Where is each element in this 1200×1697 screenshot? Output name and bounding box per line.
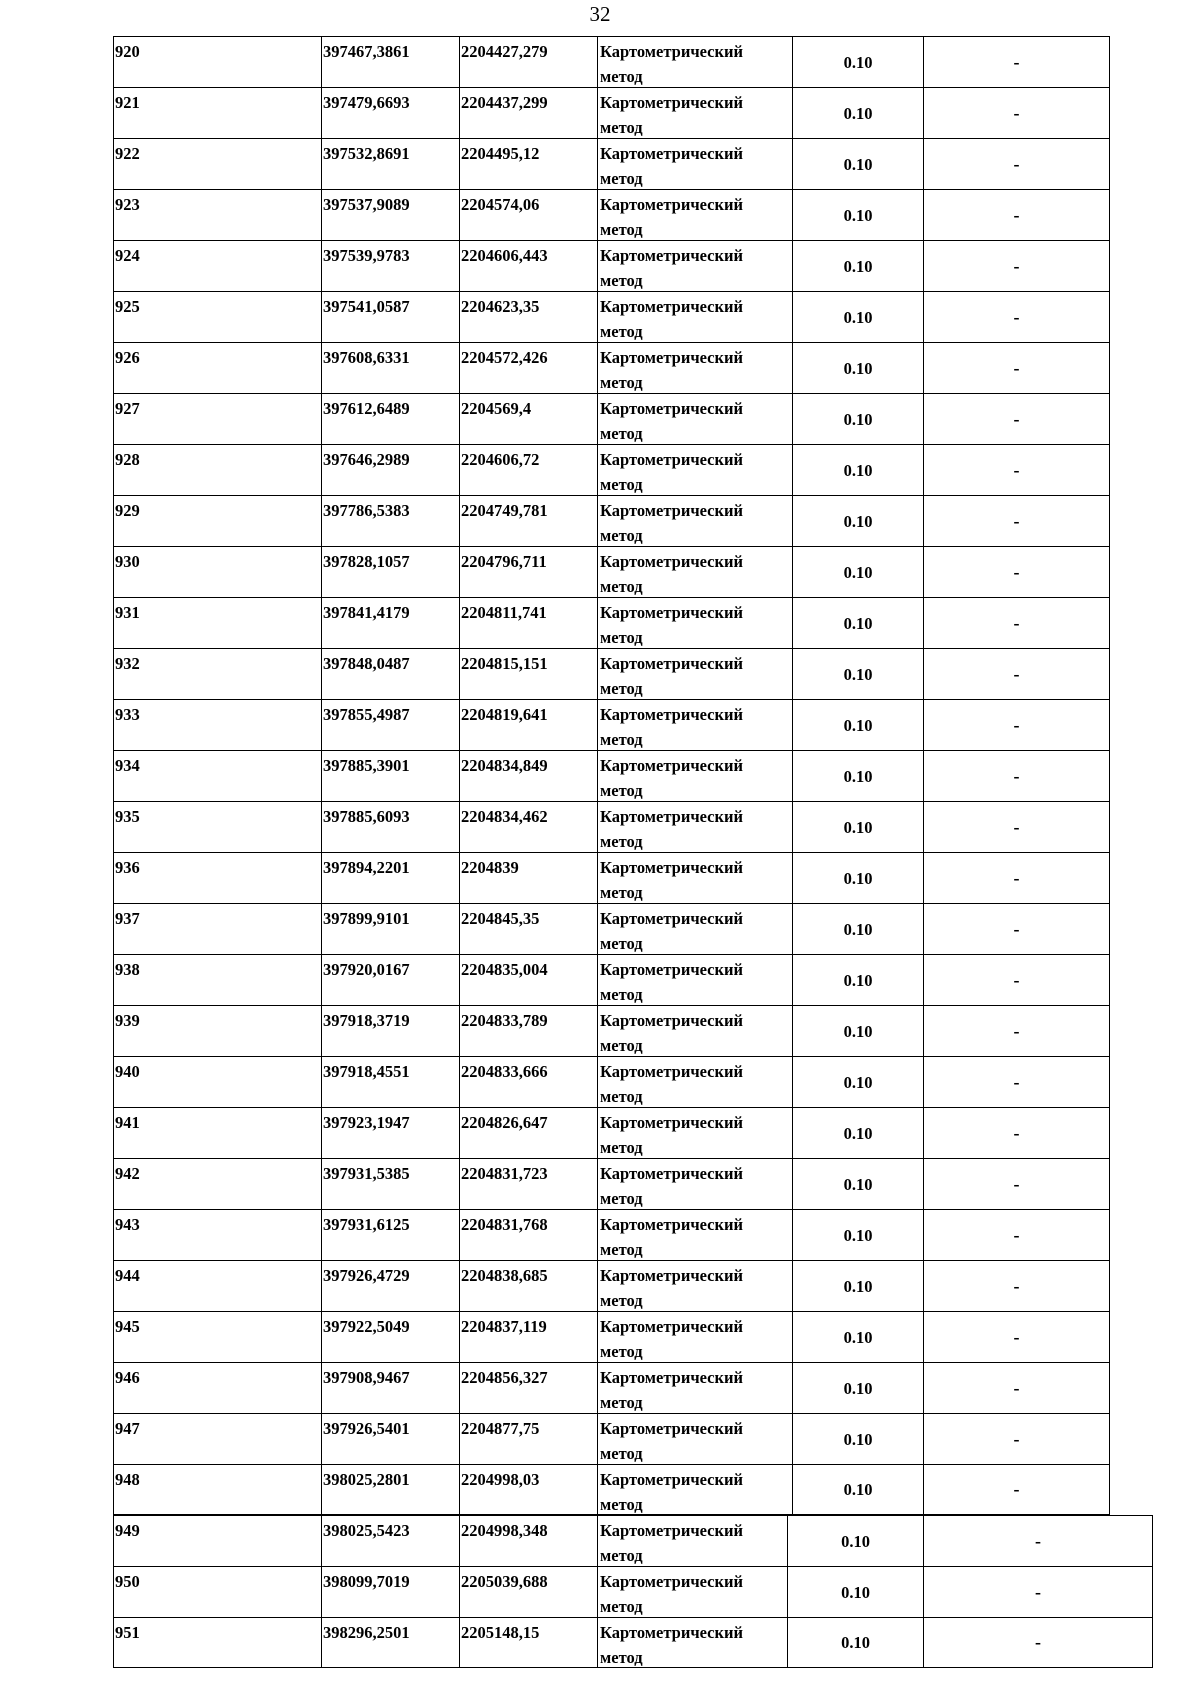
- y-coordinate-cell: 2204877,75: [459, 1413, 597, 1464]
- method-line-1: Картометрический: [600, 1521, 744, 1540]
- method-cell: [597, 1158, 792, 1209]
- y-coordinate-cell: 2204749,781: [459, 495, 597, 546]
- accuracy-cell: 0.10: [792, 1413, 923, 1464]
- accuracy-cell: 0.10: [792, 597, 923, 648]
- y-coordinate-cell: 2204834,462: [459, 801, 597, 852]
- method-line-1: Картометрический: [600, 705, 744, 724]
- description-cell: -: [923, 240, 1110, 291]
- table-row: [113, 1260, 1110, 1311]
- method-cell: [597, 648, 792, 699]
- method-cell: [597, 444, 792, 495]
- point-number-cell: 925: [113, 291, 321, 342]
- method-cell: [597, 1464, 792, 1515]
- method-line-1: Картометрический: [600, 399, 744, 418]
- y-coordinate-cell: 2204831,723: [459, 1158, 597, 1209]
- description-cell: -: [923, 138, 1110, 189]
- y-coordinate-cell: 2204833,789: [459, 1005, 597, 1056]
- x-coordinate-cell: 397786,5383: [321, 495, 459, 546]
- accuracy-cell: 0.10: [792, 801, 923, 852]
- point-number-cell: 928: [113, 444, 321, 495]
- accuracy-cell: 0.10: [792, 1107, 923, 1158]
- method-line-1: Картометрический: [600, 552, 744, 571]
- y-coordinate-cell: 2204572,426: [459, 342, 597, 393]
- description-cell: -: [923, 954, 1110, 1005]
- method-cell: [597, 1362, 792, 1413]
- y-coordinate-cell: 2204811,741: [459, 597, 597, 648]
- point-number-cell: 951: [113, 1617, 321, 1668]
- method-cell: [597, 954, 792, 1005]
- method-line-1: Картометрический: [600, 348, 744, 367]
- table-row: [113, 1209, 1110, 1260]
- method-line-2: метод: [600, 1546, 643, 1565]
- x-coordinate-cell: 397532,8691: [321, 138, 459, 189]
- y-coordinate-cell: 2205039,688: [459, 1566, 597, 1617]
- x-coordinate-cell: 397885,3901: [321, 750, 459, 801]
- table-row: [113, 1464, 1110, 1515]
- point-number-cell: 939: [113, 1005, 321, 1056]
- accuracy-cell: 0.10: [792, 750, 923, 801]
- method-line-2: метод: [600, 883, 643, 902]
- x-coordinate-cell: 397926,5401: [321, 1413, 459, 1464]
- method-line-1: Картометрический: [600, 1419, 744, 1438]
- method-line-1: Картометрический: [600, 297, 744, 316]
- accuracy-cell: 0.10: [792, 138, 923, 189]
- description-cell: -: [923, 699, 1110, 750]
- accuracy-cell: 0.10: [792, 1362, 923, 1413]
- method-line-1: Картометрический: [600, 909, 744, 928]
- x-coordinate-cell: 397479,6693: [321, 87, 459, 138]
- table-row: [113, 1005, 1110, 1056]
- page-number: 32: [589, 2, 611, 26]
- table-row: [113, 903, 1110, 954]
- point-number-cell: 946: [113, 1362, 321, 1413]
- method-cell: [597, 342, 792, 393]
- x-coordinate-cell: 397899,9101: [321, 903, 459, 954]
- description-cell: -: [923, 648, 1110, 699]
- coordinates-table: [113, 36, 1110, 1515]
- y-coordinate-cell: 2205148,15: [459, 1617, 597, 1668]
- point-number-cell: 922: [113, 138, 321, 189]
- description-cell: -: [923, 87, 1110, 138]
- method-line-1: Картометрический: [600, 1164, 744, 1183]
- x-coordinate-cell: 398025,2801: [321, 1464, 459, 1515]
- point-number-cell: 931: [113, 597, 321, 648]
- method-line-2: метод: [600, 1648, 643, 1667]
- description-cell: -: [923, 1056, 1110, 1107]
- method-line-1: Картометрический: [600, 1368, 744, 1387]
- table-row: [113, 648, 1110, 699]
- method-line-2: метод: [600, 67, 643, 86]
- point-number-cell: 941: [113, 1107, 321, 1158]
- accuracy-cell: 0.10: [792, 291, 923, 342]
- method-line-1: Картометрический: [600, 756, 744, 775]
- point-number-cell: 948: [113, 1464, 321, 1515]
- method-cell: [597, 393, 792, 444]
- method-cell: [597, 1413, 792, 1464]
- point-number-cell: 947: [113, 1413, 321, 1464]
- method-cell: [597, 546, 792, 597]
- x-coordinate-cell: 397908,9467: [321, 1362, 459, 1413]
- accuracy-cell: 0.10: [787, 1617, 923, 1668]
- table-row: [113, 1566, 1153, 1617]
- description-cell: -: [923, 1515, 1153, 1566]
- table-row: [113, 546, 1110, 597]
- description-cell: -: [923, 852, 1110, 903]
- description-cell: -: [923, 1158, 1110, 1209]
- table-row: [113, 954, 1110, 1005]
- accuracy-cell: 0.10: [792, 444, 923, 495]
- x-coordinate-cell: 398025,5423: [321, 1515, 459, 1566]
- point-number-cell: 934: [113, 750, 321, 801]
- method-line-2: метод: [600, 985, 643, 1004]
- method-line-1: Картометрический: [600, 195, 744, 214]
- description-cell: -: [923, 36, 1110, 87]
- method-line-2: метод: [600, 679, 643, 698]
- accuracy-cell: 0.10: [792, 342, 923, 393]
- x-coordinate-cell: 397918,3719: [321, 1005, 459, 1056]
- method-line-1: Картометрический: [600, 1572, 744, 1591]
- x-coordinate-cell: 397855,4987: [321, 699, 459, 750]
- y-coordinate-cell: 2204838,685: [459, 1260, 597, 1311]
- method-line-1: Картометрический: [600, 450, 744, 469]
- method-cell: [597, 1566, 787, 1617]
- y-coordinate-cell: 2204834,849: [459, 750, 597, 801]
- accuracy-cell: 0.10: [792, 1056, 923, 1107]
- description-cell: -: [923, 444, 1110, 495]
- y-coordinate-cell: 2204569,4: [459, 393, 597, 444]
- accuracy-cell: 0.10: [792, 240, 923, 291]
- y-coordinate-cell: 2204826,647: [459, 1107, 597, 1158]
- table-row: [113, 1311, 1110, 1362]
- method-line-2: метод: [600, 271, 643, 290]
- coordinates-table-continuation: [113, 1515, 1153, 1668]
- method-line-1: Картометрический: [600, 1062, 744, 1081]
- method-line-1: Картометрический: [600, 603, 744, 622]
- method-line-1: Картометрический: [600, 1470, 744, 1489]
- method-line-1: Картометрический: [600, 858, 744, 877]
- description-cell: -: [923, 546, 1110, 597]
- point-number-cell: 932: [113, 648, 321, 699]
- x-coordinate-cell: 397918,4551: [321, 1056, 459, 1107]
- method-line-1: Картометрический: [600, 1623, 744, 1642]
- y-coordinate-cell: 2204606,443: [459, 240, 597, 291]
- method-line-2: метод: [600, 1393, 643, 1412]
- method-line-2: метод: [600, 1240, 643, 1259]
- x-coordinate-cell: 398099,7019: [321, 1566, 459, 1617]
- table-row: [113, 495, 1110, 546]
- point-number-cell: 935: [113, 801, 321, 852]
- table-row: [113, 699, 1110, 750]
- point-number-cell: 923: [113, 189, 321, 240]
- x-coordinate-cell: 397612,6489: [321, 393, 459, 444]
- y-coordinate-cell: 2204998,348: [459, 1515, 597, 1566]
- x-coordinate-cell: 397539,9783: [321, 240, 459, 291]
- method-line-1: Картометрический: [600, 960, 744, 979]
- table-row: [113, 1056, 1110, 1107]
- method-line-2: метод: [600, 577, 643, 596]
- y-coordinate-cell: 2204998,03: [459, 1464, 597, 1515]
- method-line-1: Картометрический: [600, 1266, 744, 1285]
- method-line-2: метод: [600, 1189, 643, 1208]
- method-cell: [597, 138, 792, 189]
- point-number-cell: 949: [113, 1515, 321, 1566]
- description-cell: -: [923, 1464, 1110, 1515]
- method-line-2: метод: [600, 832, 643, 851]
- method-cell: [597, 1056, 792, 1107]
- y-coordinate-cell: 2204427,279: [459, 36, 597, 87]
- method-cell: [597, 1260, 792, 1311]
- method-cell: [597, 1209, 792, 1260]
- method-line-2: метод: [600, 628, 643, 647]
- description-cell: -: [923, 1260, 1110, 1311]
- method-line-2: метод: [600, 730, 643, 749]
- method-line-1: Картометрический: [600, 501, 744, 520]
- method-line-2: метод: [600, 169, 643, 188]
- y-coordinate-cell: 2204815,151: [459, 648, 597, 699]
- table-row: [113, 342, 1110, 393]
- point-number-cell: 927: [113, 393, 321, 444]
- accuracy-cell: 0.10: [792, 393, 923, 444]
- accuracy-cell: 0.10: [792, 189, 923, 240]
- x-coordinate-cell: 397537,9089: [321, 189, 459, 240]
- method-line-2: метод: [600, 1291, 643, 1310]
- y-coordinate-cell: 2204495,12: [459, 138, 597, 189]
- x-coordinate-cell: 397920,0167: [321, 954, 459, 1005]
- method-cell: [597, 87, 792, 138]
- table-row: [113, 393, 1110, 444]
- point-number-cell: 950: [113, 1566, 321, 1617]
- method-line-2: метод: [600, 475, 643, 494]
- table-row: [113, 87, 1110, 138]
- method-cell: [597, 240, 792, 291]
- method-cell: [597, 1515, 787, 1566]
- y-coordinate-cell: 2204835,004: [459, 954, 597, 1005]
- x-coordinate-cell: 397885,6093: [321, 801, 459, 852]
- method-line-1: Картометрический: [600, 42, 744, 61]
- point-number-cell: 929: [113, 495, 321, 546]
- description-cell: -: [923, 1311, 1110, 1362]
- method-cell: [597, 189, 792, 240]
- x-coordinate-cell: 397541,0587: [321, 291, 459, 342]
- accuracy-cell: 0.10: [792, 1311, 923, 1362]
- accuracy-cell: 0.10: [787, 1566, 923, 1617]
- description-cell: -: [923, 750, 1110, 801]
- x-coordinate-cell: 397841,4179: [321, 597, 459, 648]
- method-line-1: Картометрический: [600, 93, 744, 112]
- method-line-1: Картометрический: [600, 246, 744, 265]
- method-cell: [597, 801, 792, 852]
- accuracy-cell: 0.10: [792, 648, 923, 699]
- description-cell: -: [923, 291, 1110, 342]
- method-cell: [597, 597, 792, 648]
- table-row: [113, 1515, 1153, 1566]
- table-row: [113, 1617, 1153, 1668]
- description-cell: -: [923, 393, 1110, 444]
- accuracy-cell: 0.10: [792, 1209, 923, 1260]
- method-cell: [597, 291, 792, 342]
- description-cell: -: [923, 597, 1110, 648]
- point-number-cell: 920: [113, 36, 321, 87]
- table-row: [113, 240, 1110, 291]
- accuracy-cell: 0.10: [792, 903, 923, 954]
- point-number-cell: 936: [113, 852, 321, 903]
- x-coordinate-cell: 397923,1947: [321, 1107, 459, 1158]
- accuracy-cell: 0.10: [787, 1515, 923, 1566]
- method-cell: [597, 903, 792, 954]
- x-coordinate-cell: 397894,2201: [321, 852, 459, 903]
- method-cell: [597, 699, 792, 750]
- table-row: [113, 291, 1110, 342]
- accuracy-cell: 0.10: [792, 1260, 923, 1311]
- method-line-2: метод: [600, 322, 643, 341]
- accuracy-cell: 0.10: [792, 1464, 923, 1515]
- point-number-cell: 924: [113, 240, 321, 291]
- table-row: [113, 138, 1110, 189]
- point-number-cell: 945: [113, 1311, 321, 1362]
- point-number-cell: 944: [113, 1260, 321, 1311]
- method-cell: [597, 1311, 792, 1362]
- y-coordinate-cell: 2204819,641: [459, 699, 597, 750]
- method-line-2: метод: [600, 424, 643, 443]
- x-coordinate-cell: 397931,5385: [321, 1158, 459, 1209]
- method-cell: [597, 1107, 792, 1158]
- method-cell: [597, 750, 792, 801]
- method-line-2: метод: [600, 1087, 643, 1106]
- point-number-cell: 942: [113, 1158, 321, 1209]
- table-row: [113, 1107, 1110, 1158]
- method-line-2: метод: [600, 1597, 643, 1616]
- accuracy-cell: 0.10: [792, 699, 923, 750]
- y-coordinate-cell: 2204837,119: [459, 1311, 597, 1362]
- method-line-2: метод: [600, 1495, 643, 1514]
- method-line-2: метод: [600, 934, 643, 953]
- method-line-1: Картометрический: [600, 1317, 744, 1336]
- x-coordinate-cell: 397467,3861: [321, 36, 459, 87]
- table-row: [113, 444, 1110, 495]
- method-line-2: метод: [600, 526, 643, 545]
- accuracy-cell: 0.10: [792, 87, 923, 138]
- accuracy-cell: 0.10: [792, 852, 923, 903]
- y-coordinate-cell: 2204574,06: [459, 189, 597, 240]
- method-line-1: Картометрический: [600, 807, 744, 826]
- accuracy-cell: 0.10: [792, 1158, 923, 1209]
- point-number-cell: 940: [113, 1056, 321, 1107]
- description-cell: -: [923, 495, 1110, 546]
- x-coordinate-cell: 397848,0487: [321, 648, 459, 699]
- accuracy-cell: 0.10: [792, 36, 923, 87]
- method-line-1: Картометрический: [600, 1113, 744, 1132]
- method-line-2: метод: [600, 781, 643, 800]
- point-number-cell: 943: [113, 1209, 321, 1260]
- table-row: [113, 1413, 1110, 1464]
- method-line-2: метод: [600, 1342, 643, 1361]
- y-coordinate-cell: 2204856,327: [459, 1362, 597, 1413]
- x-coordinate-cell: 397608,6331: [321, 342, 459, 393]
- table-row: [113, 801, 1110, 852]
- description-cell: -: [923, 801, 1110, 852]
- method-line-1: Картометрический: [600, 654, 744, 673]
- method-line-2: метод: [600, 373, 643, 392]
- point-number-cell: 938: [113, 954, 321, 1005]
- description-cell: -: [923, 1617, 1153, 1668]
- description-cell: -: [923, 1566, 1153, 1617]
- method-cell: [597, 495, 792, 546]
- point-number-cell: 921: [113, 87, 321, 138]
- y-coordinate-cell: 2204831,768: [459, 1209, 597, 1260]
- y-coordinate-cell: 2204437,299: [459, 87, 597, 138]
- method-line-2: метод: [600, 118, 643, 137]
- description-cell: -: [923, 1005, 1110, 1056]
- table-row: [113, 852, 1110, 903]
- method-cell: [597, 1005, 792, 1056]
- x-coordinate-cell: 398296,2501: [321, 1617, 459, 1668]
- table-row: [113, 1362, 1110, 1413]
- accuracy-cell: 0.10: [792, 495, 923, 546]
- method-line-2: метод: [600, 1444, 643, 1463]
- y-coordinate-cell: 2204833,666: [459, 1056, 597, 1107]
- description-cell: -: [923, 1209, 1110, 1260]
- accuracy-cell: 0.10: [792, 546, 923, 597]
- point-number-cell: 930: [113, 546, 321, 597]
- table-row: [113, 597, 1110, 648]
- table-row: [113, 1158, 1110, 1209]
- x-coordinate-cell: 397646,2989: [321, 444, 459, 495]
- method-line-1: Картометрический: [600, 144, 744, 163]
- y-coordinate-cell: 2204845,35: [459, 903, 597, 954]
- y-coordinate-cell: 2204606,72: [459, 444, 597, 495]
- method-cell: [597, 852, 792, 903]
- method-line-1: Картометрический: [600, 1011, 744, 1030]
- description-cell: -: [923, 342, 1110, 393]
- description-cell: -: [923, 1107, 1110, 1158]
- x-coordinate-cell: 397926,4729: [321, 1260, 459, 1311]
- x-coordinate-cell: 397828,1057: [321, 546, 459, 597]
- point-number-cell: 926: [113, 342, 321, 393]
- method-line-2: метод: [600, 1138, 643, 1157]
- accuracy-cell: 0.10: [792, 954, 923, 1005]
- description-cell: -: [923, 1413, 1110, 1464]
- method-line-2: метод: [600, 220, 643, 239]
- accuracy-cell: 0.10: [792, 1005, 923, 1056]
- method-cell: [597, 36, 792, 87]
- method-cell: [597, 1617, 787, 1668]
- point-number-cell: 937: [113, 903, 321, 954]
- description-cell: -: [923, 903, 1110, 954]
- description-cell: -: [923, 189, 1110, 240]
- y-coordinate-cell: 2204623,35: [459, 291, 597, 342]
- table-row: [113, 36, 1110, 87]
- y-coordinate-cell: 2204796,711: [459, 546, 597, 597]
- y-coordinate-cell: 2204839: [459, 852, 597, 903]
- method-line-2: метод: [600, 1036, 643, 1055]
- point-number-cell: 933: [113, 699, 321, 750]
- method-line-1: Картометрический: [600, 1215, 744, 1234]
- description-cell: -: [923, 1362, 1110, 1413]
- x-coordinate-cell: 397922,5049: [321, 1311, 459, 1362]
- table-row: [113, 750, 1110, 801]
- x-coordinate-cell: 397931,6125: [321, 1209, 459, 1260]
- table-row: [113, 189, 1110, 240]
